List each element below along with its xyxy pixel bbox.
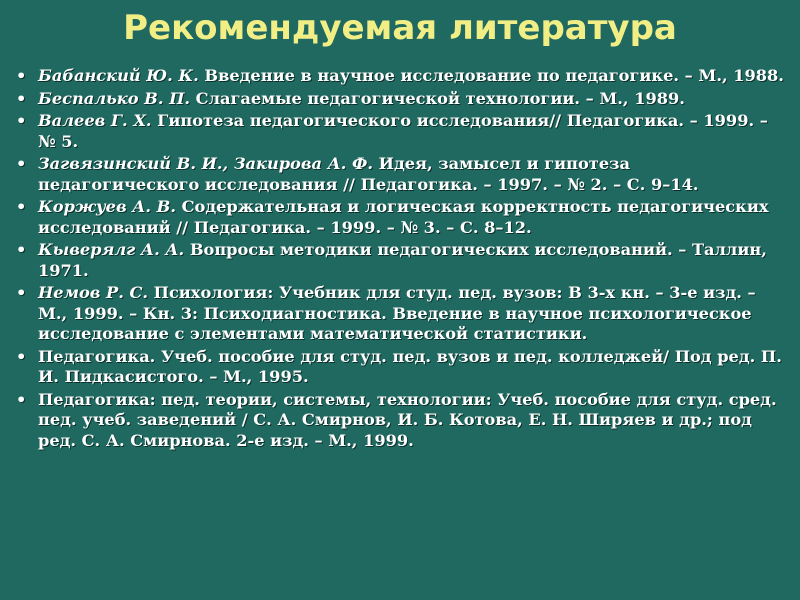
reference-item [14,283,786,345]
bullet-icon: • [16,389,27,409]
reference-item [14,111,786,152]
bullet-icon: • [16,283,27,302]
slide-title: Рекомендуемая литература [123,8,677,48]
bullet-icon: • [16,240,27,259]
reference-author: Загвязинский В. И., Закирова А. Ф. [38,154,374,173]
reference-item [14,240,786,281]
reference-author: Валеев Г. Х. [38,111,152,130]
reference-item [14,347,786,388]
reference-item [14,89,786,110]
bullet-icon: • [16,88,27,108]
reference-author: Кыверялг А. А. [38,240,185,259]
reference-text: Психология: Учебник для студ. пед. вузов: В 3-х кн. – 3-е изд. – М., 1999. – Кн. 3: Психодиагностика. Введение в научное психологическое исследование с элементами математической статистики. [38,283,756,343]
bullet-icon: • [16,111,27,130]
reference-author: Немов Р. С. [38,283,149,302]
reference-text: Педагогика. Учеб. пособие для студ. пед. вузов и пед. колледжей/ Под ред. П. И. Пидкасистого. – М., 1995. [38,346,782,386]
reference-text: Идея, замысел и гипотеза педагогического исследования // Педагогика. – 1997. – № 2. – С. 9–14. [38,154,699,194]
bullet-icon: • [16,197,27,216]
reference-author: Беспалько В. П. [38,88,191,108]
reference-item [14,197,786,238]
bullet-icon: • [16,346,27,366]
reference-list [14,66,786,453]
reference-text: Гипотеза педагогического исследования// Педагогика. – 1999. – № 5. [38,111,768,151]
reference-text: Слагаемые педагогической технологии. – М., 1989. [190,88,685,108]
reference-text: Педагогика: пед. теории, системы, технологии: Учеб. пособие для студ. сред. пед. учеб. заведений / С. А. Смирнов, И. Б. Котова, Е. Н. Ширяев и др.; под ред. С. А. Смирнова. 2-е изд. – М., 1999. [38,389,777,450]
reference-item [14,390,786,452]
reference-item [14,66,786,87]
bullet-icon: • [16,66,27,85]
reference-text: Содержательная и логическая корректность педагогических исследований // Педагогика. – 1999. – № 3. – С. 8–12. [38,197,769,237]
reference-author: Коржуев А. В. [38,197,176,216]
reference-text: Введение в научное исследование по педагогике. – М., 1988. [198,66,784,85]
reference-text: Вопросы методики педагогических исследований. – Таллин, 1971. [38,240,767,280]
reference-item [14,154,786,195]
bullet-icon: • [16,154,27,173]
reference-author: Бабанский Ю. К. [38,66,199,85]
